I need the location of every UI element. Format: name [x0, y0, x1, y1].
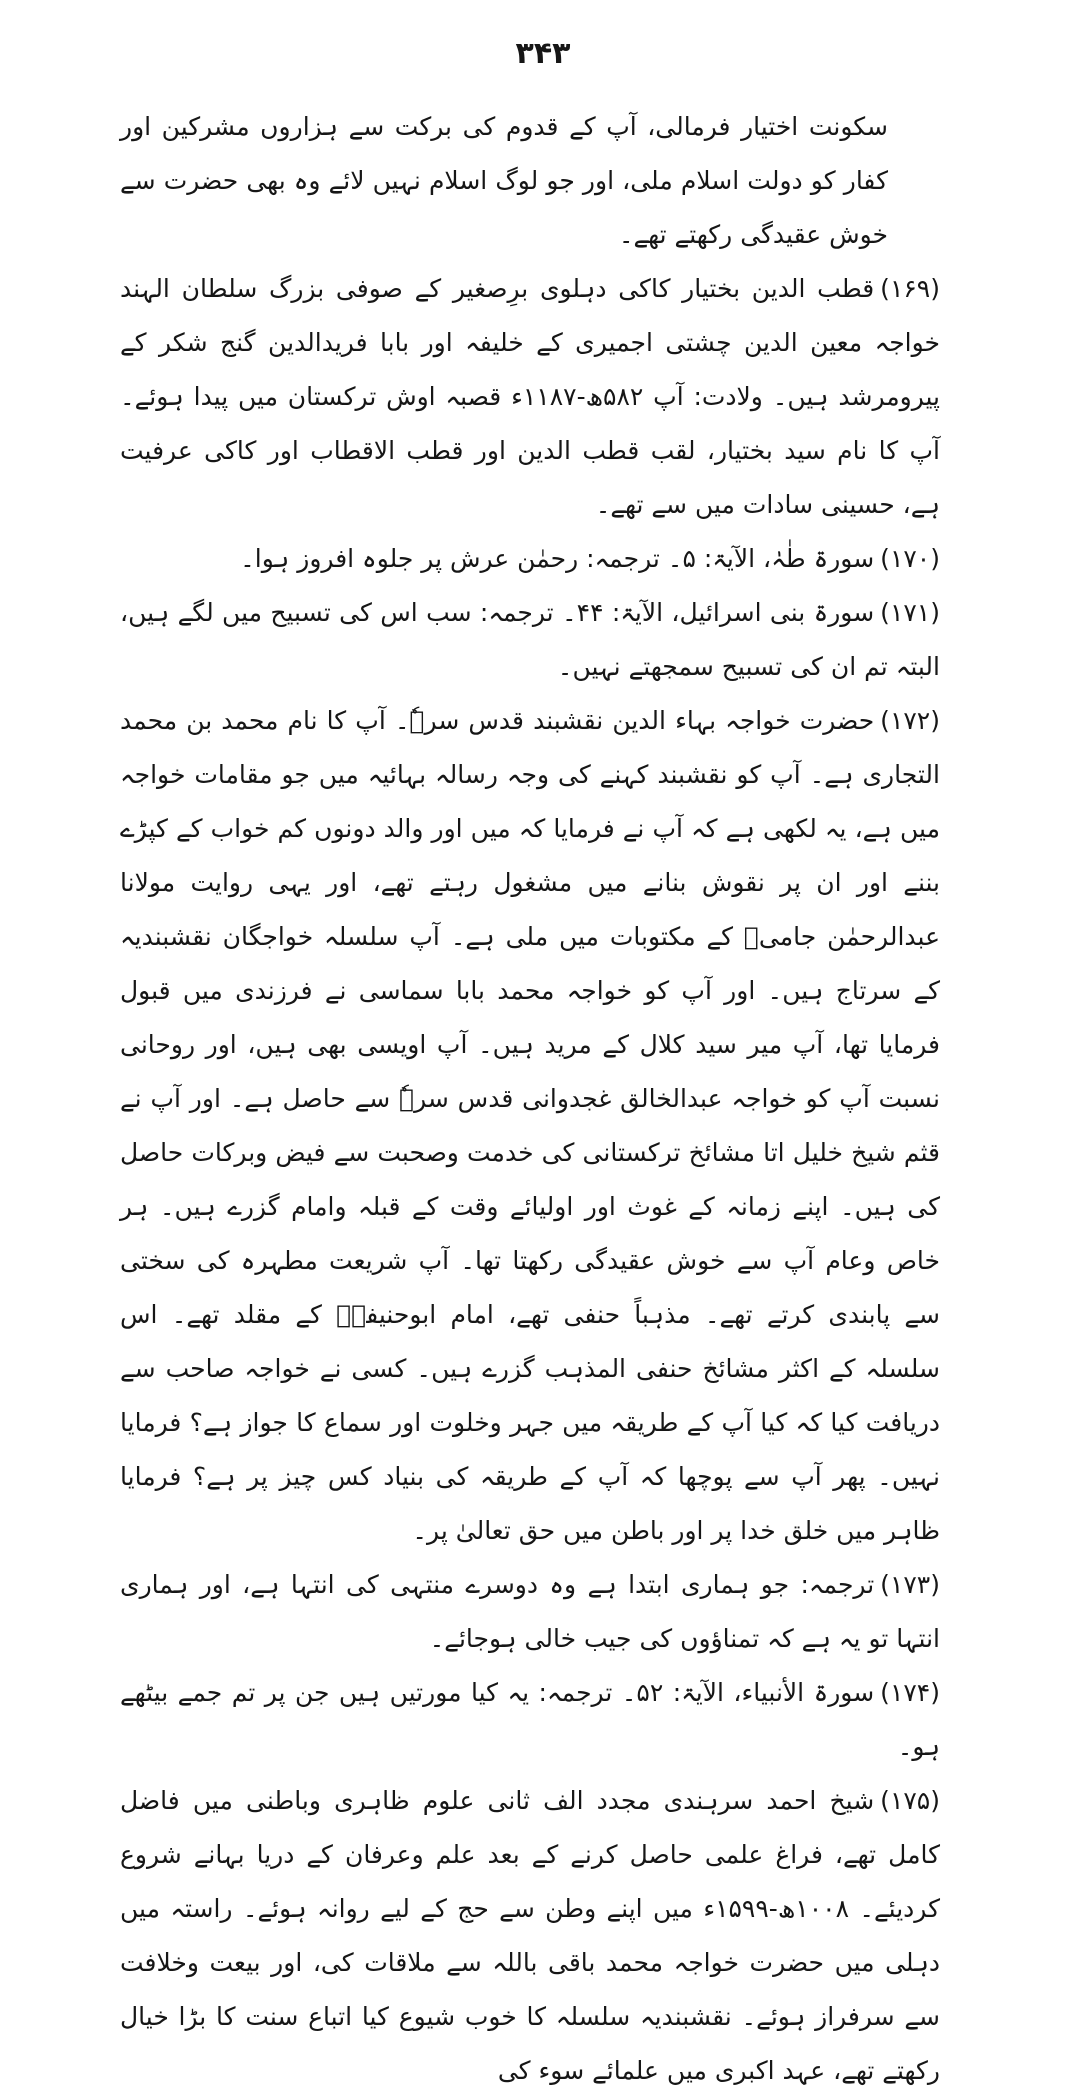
footnote-number: (۱۷۲) — [880, 706, 940, 735]
footnote-175 — [120, 1774, 940, 2098]
footnote-text: سورۃ الأنبیاء، الآیۃ: ۵۲۔ ترجمہ: یہ کیا مورتیں ہیں جن پر تم جمے بیٹھے ہو۔ — [120, 1678, 940, 1761]
footnote-174 — [120, 1666, 940, 1774]
footnote-172 — [120, 694, 940, 1558]
footnote-170 — [120, 532, 940, 586]
footnote-173 — [120, 1558, 940, 1666]
footnote-text: قطب الدین بختیار کاکی دہلوی برِصغیر کے صوفی بزرگ سلطان الہند خواجہ معین الدین چشتی اجمیری کے خلیفہ اور بابا فریدالدین گنج شکر کے پیرومرشد ہیں۔ ولادت: آپ ۵۸۲ھ-۱۱۸۷ء قصبہ اوش ترکستان میں پیدا ہوئے۔ آپ کا نام سید بختیار، لقب قطب الدین اور قطب الاقطاب اور کاکی عرفیت ہے، حسینی سادات میں سے تھے۔ — [120, 274, 940, 519]
footnote-number: (۱۶۹) — [880, 274, 940, 303]
footnote-169 — [120, 262, 940, 532]
footnote-text: شیخ احمد سرہندی مجدد الف ثانی علوم ظاہری وباطنی میں فاضل کامل تھے، فراغ علمی حاصل کرنے کے بعد علم وعرفان کے دریا بہانے شروع کردیئے۔ ۱۰۰۸ھ-۱۵۹۹ء میں اپنے وطن سے حج کے لیے روانہ ہوئے۔ راستہ میں دہلی میں حضرت خواجہ محمد باقی باللہ سے ملاقات کی، اور بیعت وخلافت سے سرفراز ہوئے۔ نقشبندیہ سلسلہ کا خوب شیوع کیا اتباع سنت کا بڑا خیال رکھتے تھے، عہد اکبری میں علمائے سوء کی — [120, 1786, 940, 2085]
footnote-text: سورۃ طٰہٰ، الآیۃ: ۵۔ ترجمہ: رحمٰن عرش پر جلوہ افروز ہوا۔ — [240, 544, 875, 573]
footnote-number: (۱۷۳) — [880, 1570, 940, 1599]
page-number: ۳۴۳ — [515, 36, 571, 71]
footnote-171 — [120, 586, 940, 694]
footnote-text: ترجمہ: جو ہماری ابتدا ہے وہ دوسرے منتہی کی انتہا ہے، اور ہماری انتہا تو یہ ہے کہ تمناؤوں کی جیب خالی ہوجائے۔ — [120, 1570, 940, 1653]
opening-paragraph: سکونت اختیار فرمالی، آپ کے قدوم کی برکت سے ہزاروں مشرکین اور کفار کو دولت اسلام ملی، اور جو لوگ اسلام نہیں لائے وہ بھی حضرت سے خوش عقیدگی رکھتے تھے۔ — [120, 112, 888, 249]
footnote-number: (۱۷۵) — [880, 1786, 940, 1815]
footnote-number: (۱۷۰) — [880, 544, 940, 573]
footnote-text: حضرت خواجہ بہاء الدین نقشبند قدس سرہٗ۔ آپ کا نام محمد بن محمد التجاری ہے۔ آپ کو نقشبند کہنے کی وجہ رسالہ بہائیہ میں جو مقامات خواجہ میں ہے، یہ لکھی ہے کہ آپ نے فرمایا کہ میں اور والد دونوں کم خواب کے کپڑے بننے اور ان پر نقوش بنانے میں مشغول رہتے تھے، اور یہی روایت مولانا عبدالرحمٰن جامیؒ کے مکتوبات میں ملی ہے۔ آپ سلسلہ خواجگان نقشبندیہ کے سرتاج ہیں۔ اور آپ کو خواجہ محمد بابا سماسی نے فرزندی میں قبول فرمایا تھا، آپ میر سید کلال کے مرید ہیں۔ آپ اویسی بھی ہیں، اور روحانی نسبت آپ کو خواجہ عبدالخالق غجدوانی قدس سرہٗ سے حاصل ہے۔ اور آپ نے قثم شیخ خلیل اتا مشائخ ترکستانی کی خدمت وصحبت سے فیض وبرکات حاصل کی ہیں۔ اپنے زمانہ کے غوث اور اولیائے وقت کے قبلہ وامام گزرے ہیں۔ ہر خاص وعام آپ سے خوش عقیدگی رکھتا تھا۔ آپ شریعت مطہرہ کی سختی سے پابندی کرتے تھے۔ مذہباً حنفی تھے، امام ابوحنیفہؒ کے مقلد تھے۔ اس سلسلہ کے اکثر مشائخ حنفی المذہب گزرے ہیں۔ کسی نے خواجہ صاحب سے دریافت کیا کہ کیا آپ کے طریقہ میں جہر وخلوت اور سماع کا جواز ہے؟ فرمایا نہیں۔ پھر آپ سے پوچھا کہ آپ کے طریقہ کی بنیاد کس چیز پر ہے؟ فرمایا ظاہر میں خلق خدا پر اور باطن میں حق تعالیٰ پر۔ — [120, 706, 940, 1545]
body-text — [120, 100, 940, 2098]
footnote-number: (۱۷۱) — [880, 598, 940, 627]
footnote-text: سورۃ بنی اسرائیل، الآیۃ: ۴۴۔ ترجمہ: سب اس کی تسبیح میں لگے ہیں، البتہ تم ان کی تسبیح سمجھتے نہیں۔ — [120, 598, 940, 681]
footnote-number: (۱۷۴) — [880, 1678, 940, 1707]
